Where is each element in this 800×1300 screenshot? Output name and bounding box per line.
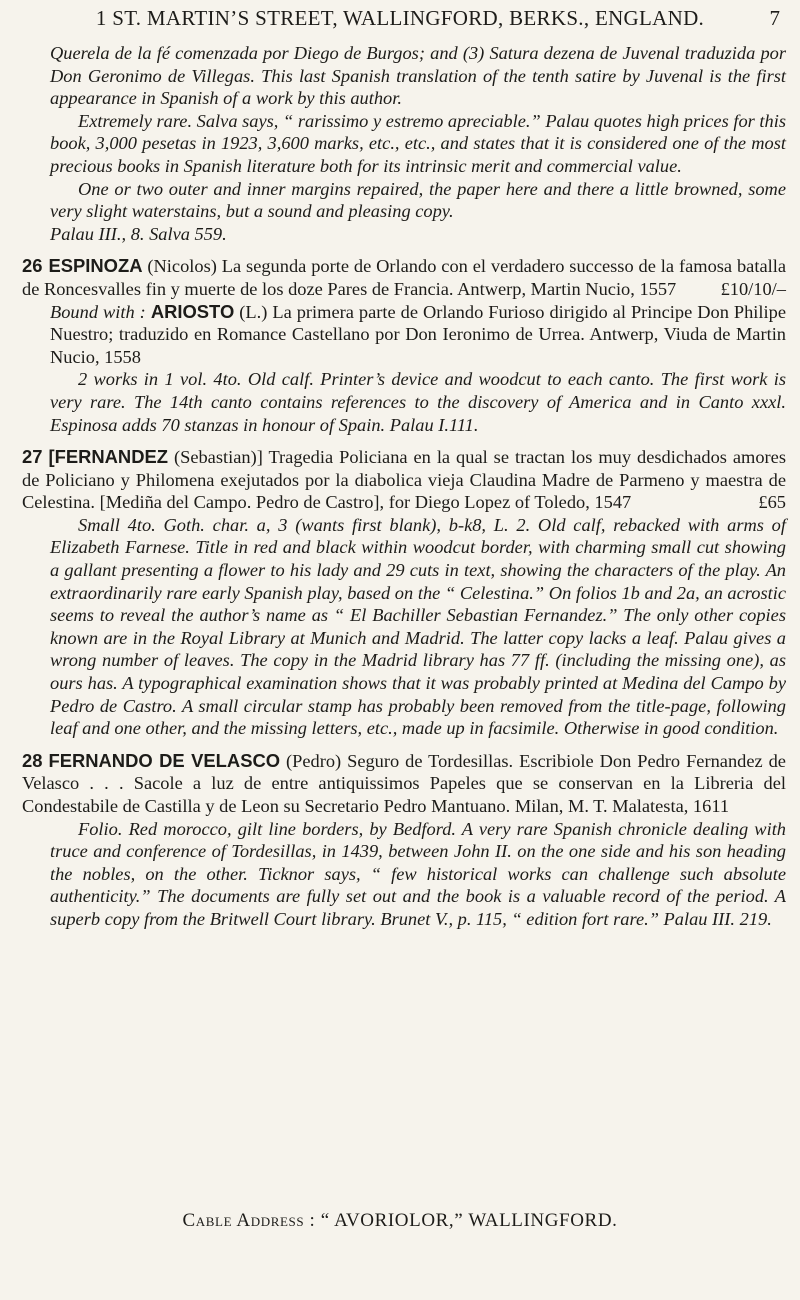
lot-number: 27 — [22, 446, 43, 468]
lot-number: 26 — [22, 255, 43, 277]
entry-26 — [22, 255, 786, 436]
entry-description: 2 works in 1 vol. 4to. Old calf. Printer’s device and woodcut to each canto. The first work is very rare. The 14th canto contains references to the discovery of America and in Canto xxxl. Espinosa adds 70 stanzas in honour of Spain. Palau I.111. — [50, 369, 786, 435]
continued-title: Querela de la fé comenzada por Diego de Burgos; and (3) Satura dezena de Juvenal traduzida por Don Geronimo de Villegas. This last Spanish translation of the tenth satire by Juvenal is the first appearance in Spanish of a work by this author. — [50, 43, 786, 109]
bound-with — [22, 301, 786, 369]
bound-with-author: ARIOSTO — [150, 300, 235, 322]
entry-description: Small 4to. Goth. char. a, 3 (wants first blank), b-k8, L. 2. Old calf, rebacked with arms of Elizabeth Farnese. Title in red and black within woodcut border, with charming small cut showing a gallant presenting a flower to his lady and 29 cuts in text, showing the characters of the play. An extraordinarily rare early Spanish play, based on the “ Celestina.” On folios 1b and 2a, an acrostic seems to reveal the author’s name as “ El Bachiller Sebastian Fernandez.” The only other copies known are in the Royal Library at Munich and Madrid. The latter copy lacks a leaf. Palau gives a wrong number of leaves. The copy in the Madrid library has 77 ff. (including the missing one), as ours has. A typographical examination shows that it was probably printed at Medina del Campo by Pedro de Castro. A small circular stamp has probably been removed from the title-page, following leaf and one other, and the missing letters, etc., made up in facsimile. Otherwise in good condition. — [50, 514, 786, 739]
entry-author: ESPINOZA — [48, 255, 143, 277]
page-number: 7 — [769, 6, 780, 30]
entry-price: £65 — [758, 492, 786, 513]
entry-28 — [22, 750, 786, 931]
continued-condition: One or two outer and inner margins repaired, the paper here and there a little browned, some very slight waterstains, but a sound and pleasing copy. — [50, 178, 786, 222]
entry-27 — [22, 446, 786, 740]
entry-title: (Pedro) Seguro de Tordesillas. Escribiole Don Pedro Fernandez de Velasco . . . Sacole a luz de entre antiquissimos Papeles que se conservan en la Libreria del Condestabile de Castilla y de Leon su Secretario Pedro Mantuano. Milan, M. T. Malatesta, 1611 — [22, 750, 786, 816]
cable-address-footer: Cable Address : “ AVORIOLOR,” WALLINGFORD. — [182, 1210, 618, 1231]
bound-with-label: Bound with : — [50, 301, 146, 322]
entry-title: (Nicolos) La segunda porte de Orlando con el verdadero successo de la famosa batalla de Roncesvalles fin y muerte de los doze Pares de Francia. Antwerp, Martin Nucio, 1557 — [22, 256, 786, 299]
continued-entry — [22, 42, 786, 245]
continued-refs: Palau III., 8. Salva 559. — [50, 223, 227, 244]
entry-description: Folio. Red morocco, gilt line borders, by Bedford. A very rare Spanish chronicle dealing with truce and conference of Tordesillas, in 1439, between John II. on the one side and his son heading the nobles, on the other. Ticknor says, “ few historical works can challenge such absolute authenticity.” The documents are fully set out and the book is a valuable record of the period. A superb copy from the Britwell Court library. Brunet V., p. 115, “ edition fort rare.” Palau III. 219. — [50, 818, 786, 929]
entry-heading — [22, 750, 786, 818]
entry-heading — [22, 446, 786, 514]
entry-author: FERNANDO DE VELASCO — [48, 749, 281, 771]
continued-notes: Extremely rare. Salva says, “ rarissimo y estremo apreciable.” Palau quotes high prices for this book, 3,000 pesetas in 1923, 3,600 marks, etc., etc., and states that it is considered one of the most precious books in Spanish literature both for its intrinsic merit and commercial value. — [50, 110, 786, 176]
bound-with-text: (L.) La primera parte de Orlando Furioso dirigido al Principe Don Philipe Nuestro; traduzido en Romance Castellano por Don Ieronimo de Urrea. Antwerp, Viuda de Martin Nucio, 1558 — [50, 301, 786, 367]
entries — [22, 42, 786, 931]
lot-number: 28 — [22, 749, 43, 771]
entry-title: (Sebastian)] Tragedia Policiana en la qual se tractan los muy desdichados amores de Policiano y Philomena exejutados por la diabolica vieja Claudina Madre de Parmeno y maestra de Celestina. [Mediña del Campo. Pedro de Castro], for Diego Lopez of Toledo, 1547 — [22, 447, 786, 513]
entry-price: £10/10/– — [720, 278, 786, 299]
running-head: 1 ST. MARTIN’S STREET, WALLINGFORD, BERKS., ENGLAND. — [95, 6, 705, 30]
entry-heading — [22, 255, 786, 300]
entry-author: [FERNANDEZ — [48, 446, 168, 468]
